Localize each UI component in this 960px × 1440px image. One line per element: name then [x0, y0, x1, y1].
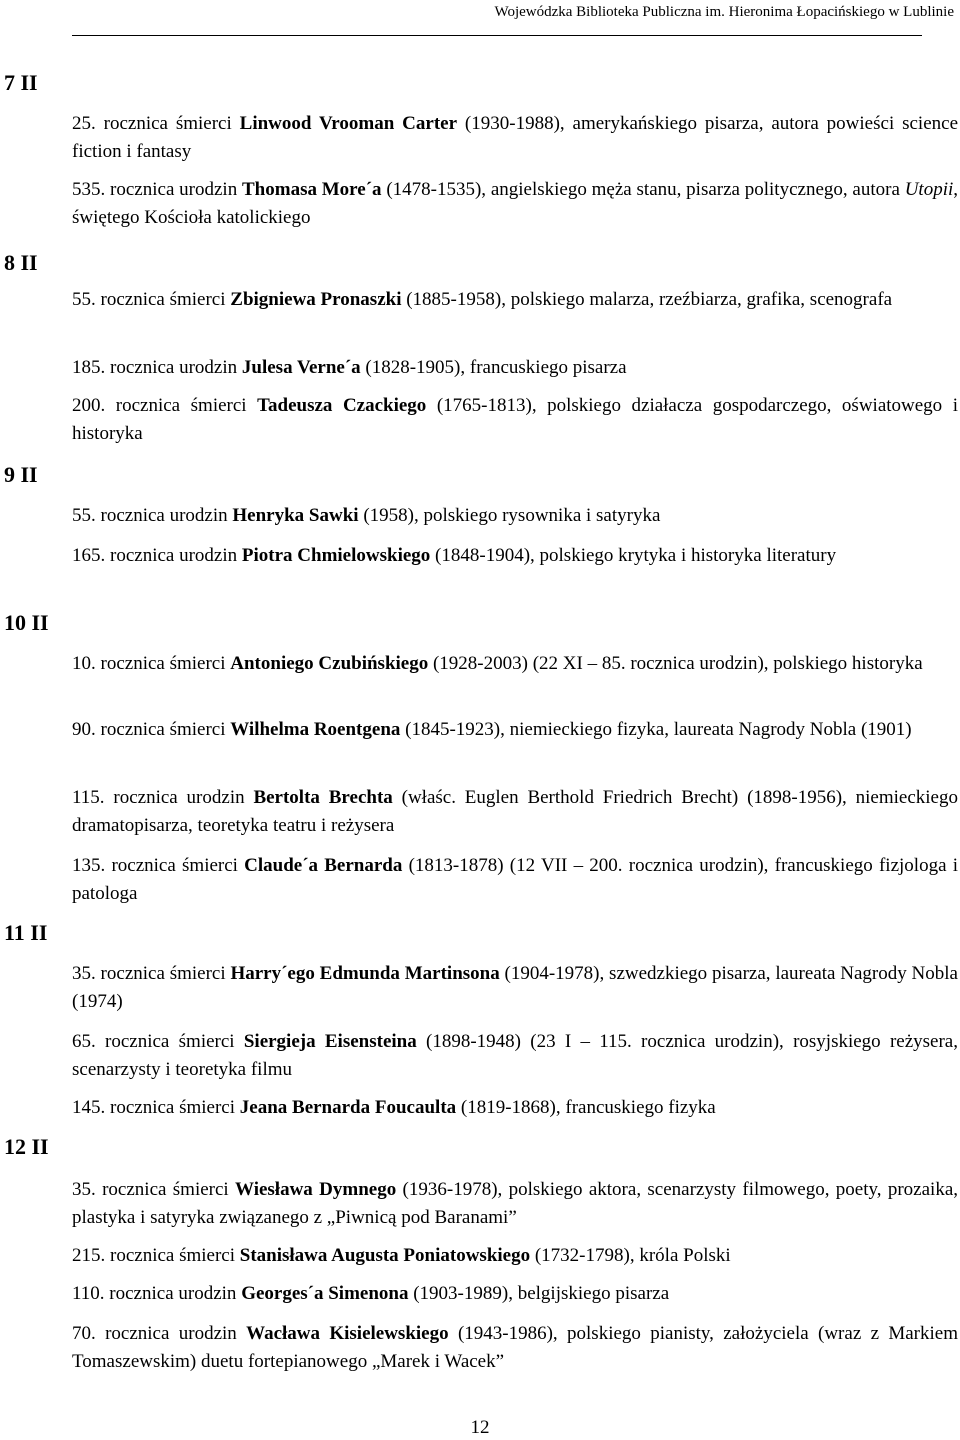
page-header: Wojewódzka Biblioteka Publiczna im. Hieronima Łopacińskiego w Lublinie	[494, 4, 954, 20]
anniversary-entry: 35. rocznica śmierci Harry´ego Edmunda Martinsona (1904-1978), szwedzkiego pisarza, laureata Nagrody Nobla (1974)	[72, 963, 958, 1012]
date-label: 12 II	[4, 1134, 49, 1159]
person-name: Thomasa More´a	[242, 179, 382, 200]
person-name: Siergieja Eisensteina	[243, 1031, 417, 1052]
anniversary-entry: 185. rocznica urodzin Julesa Verne´a (1828-1905), francuskiego pisarza	[72, 357, 627, 378]
anniversary-entry: 90. rocznica śmierci Wilhelma Roentgena (1845-1923), niemieckiego fizyka, laureata Nagrody Nobla (1901)	[72, 719, 912, 740]
page-number: 12	[470, 1417, 490, 1438]
person-name: Bertolta Brechta	[253, 787, 393, 808]
date-label: 11 II	[4, 920, 48, 945]
person-name: Stanisława Augusta Poniatowskiego	[239, 1245, 531, 1266]
person-name: Zbigniewa Pronaszki	[230, 289, 402, 310]
person-name: Tadeusza Czackiego	[257, 395, 427, 416]
anniversary-entry: 165. rocznica urodzin Piotra Chmielowskiego (1848-1904), polskiego krytyka i historyka literatury	[72, 545, 837, 566]
anniversary-entry: 35. rocznica śmierci Wiesława Dymnego (1936-1978), polskiego aktora, scenarzysty filmowego, poety, prozaika, plastyka i satyryka związanego z „Piwnicą pod Baranami”	[72, 1179, 959, 1228]
anniversary-entry: 200. rocznica śmierci Tadeusza Czackiego (1765-1813), polskiego działacza gospodarczego, oświatowego i historyka	[72, 395, 958, 444]
person-name: Linwood Vrooman Carter	[239, 113, 458, 134]
person-name: Claude´a Bernarda	[244, 855, 403, 876]
anniversary-entry: 135. rocznica śmierci Claude´a Bernarda (1813-1878) (12 VII – 200. rocznica urodzin), francuskiego fizjologa i patologa	[72, 855, 958, 904]
date-label: 8 II	[4, 250, 38, 275]
date-label: 9 II	[4, 462, 38, 487]
anniversary-entry: 70. rocznica urodzin Wacława Kisielewskiego (1943-1986), polskiego pianisty, założyciela (wraz z Markiem Tomaszewskim) duetu fortepianowego „Marek i Wacek”	[72, 1323, 958, 1372]
work-title: Utopii	[904, 179, 954, 200]
anniversary-entry: 215. rocznica śmierci Stanisława Augusta Poniatowskiego (1732-1798), króla Polski	[72, 1245, 731, 1266]
header-rule	[72, 35, 922, 36]
date-label: 7 II	[4, 70, 38, 95]
person-name: Henryka Sawki	[232, 505, 359, 526]
person-name: Harry´ego Edmunda Martinsona	[230, 963, 500, 984]
anniversary-entry: 535. rocznica urodzin Thomasa More´a (1478-1535), angielskiego męża stanu, pisarza politycznego, autora Utopii, świętego Kościoła katolickiego	[72, 179, 958, 228]
person-name: Wilhelma Roentgena	[230, 719, 401, 740]
date-label: 10 II	[4, 610, 49, 635]
person-name: Georges´a Simenona	[241, 1283, 409, 1304]
person-name: Antoniego Czubińskiego	[230, 653, 429, 674]
anniversary-entry: 55. rocznica śmierci Zbigniewa Pronaszki (1885-1958), polskiego malarza, rzeźbiarza, grafika, scenografa	[72, 289, 893, 310]
person-name: Julesa Verne´a	[241, 357, 361, 378]
anniversary-entry: 10. rocznica śmierci Antoniego Czubińskiego (1928-2003) (22 XI – 85. rocznica urodzin), polskiego historyka	[72, 653, 923, 674]
anniversary-entry: 55. rocznica urodzin Henryka Sawki (1958), polskiego rysownika i satyryka	[72, 505, 661, 526]
person-name: Jeana Bernarda Foucaulta	[239, 1097, 457, 1118]
anniversary-entry: 110. rocznica urodzin Georges´a Simenona (1903-1989), belgijskiego pisarza	[72, 1283, 670, 1304]
anniversary-entry: 65. rocznica śmierci Siergieja Eisensteina (1898-1948) (23 I – 115. rocznica urodzin), rosyjskiego reżysera, scenarzysty i teoretyka filmu	[72, 1031, 958, 1080]
person-name: Wacława Kisielewskiego	[246, 1323, 449, 1344]
person-name: Wiesława Dymnego	[235, 1179, 397, 1200]
anniversary-entry: 145. rocznica śmierci Jeana Bernarda Foucaulta (1819-1868), francuskiego fizyka	[72, 1097, 716, 1118]
anniversary-entry: 25. rocznica śmierci Linwood Vrooman Carter (1930-1988), amerykańskiego pisarza, autora powieści science fiction i fantasy	[72, 113, 959, 162]
person-name: Piotra Chmielowskiego	[241, 545, 431, 566]
anniversary-entry: 115. rocznica urodzin Bertolta Brechta (właśc. Euglen Berthold Friedrich Brecht) (1898-1956), niemieckiego dramatopisarza, teoretyka teatru i reżysera	[72, 787, 958, 836]
